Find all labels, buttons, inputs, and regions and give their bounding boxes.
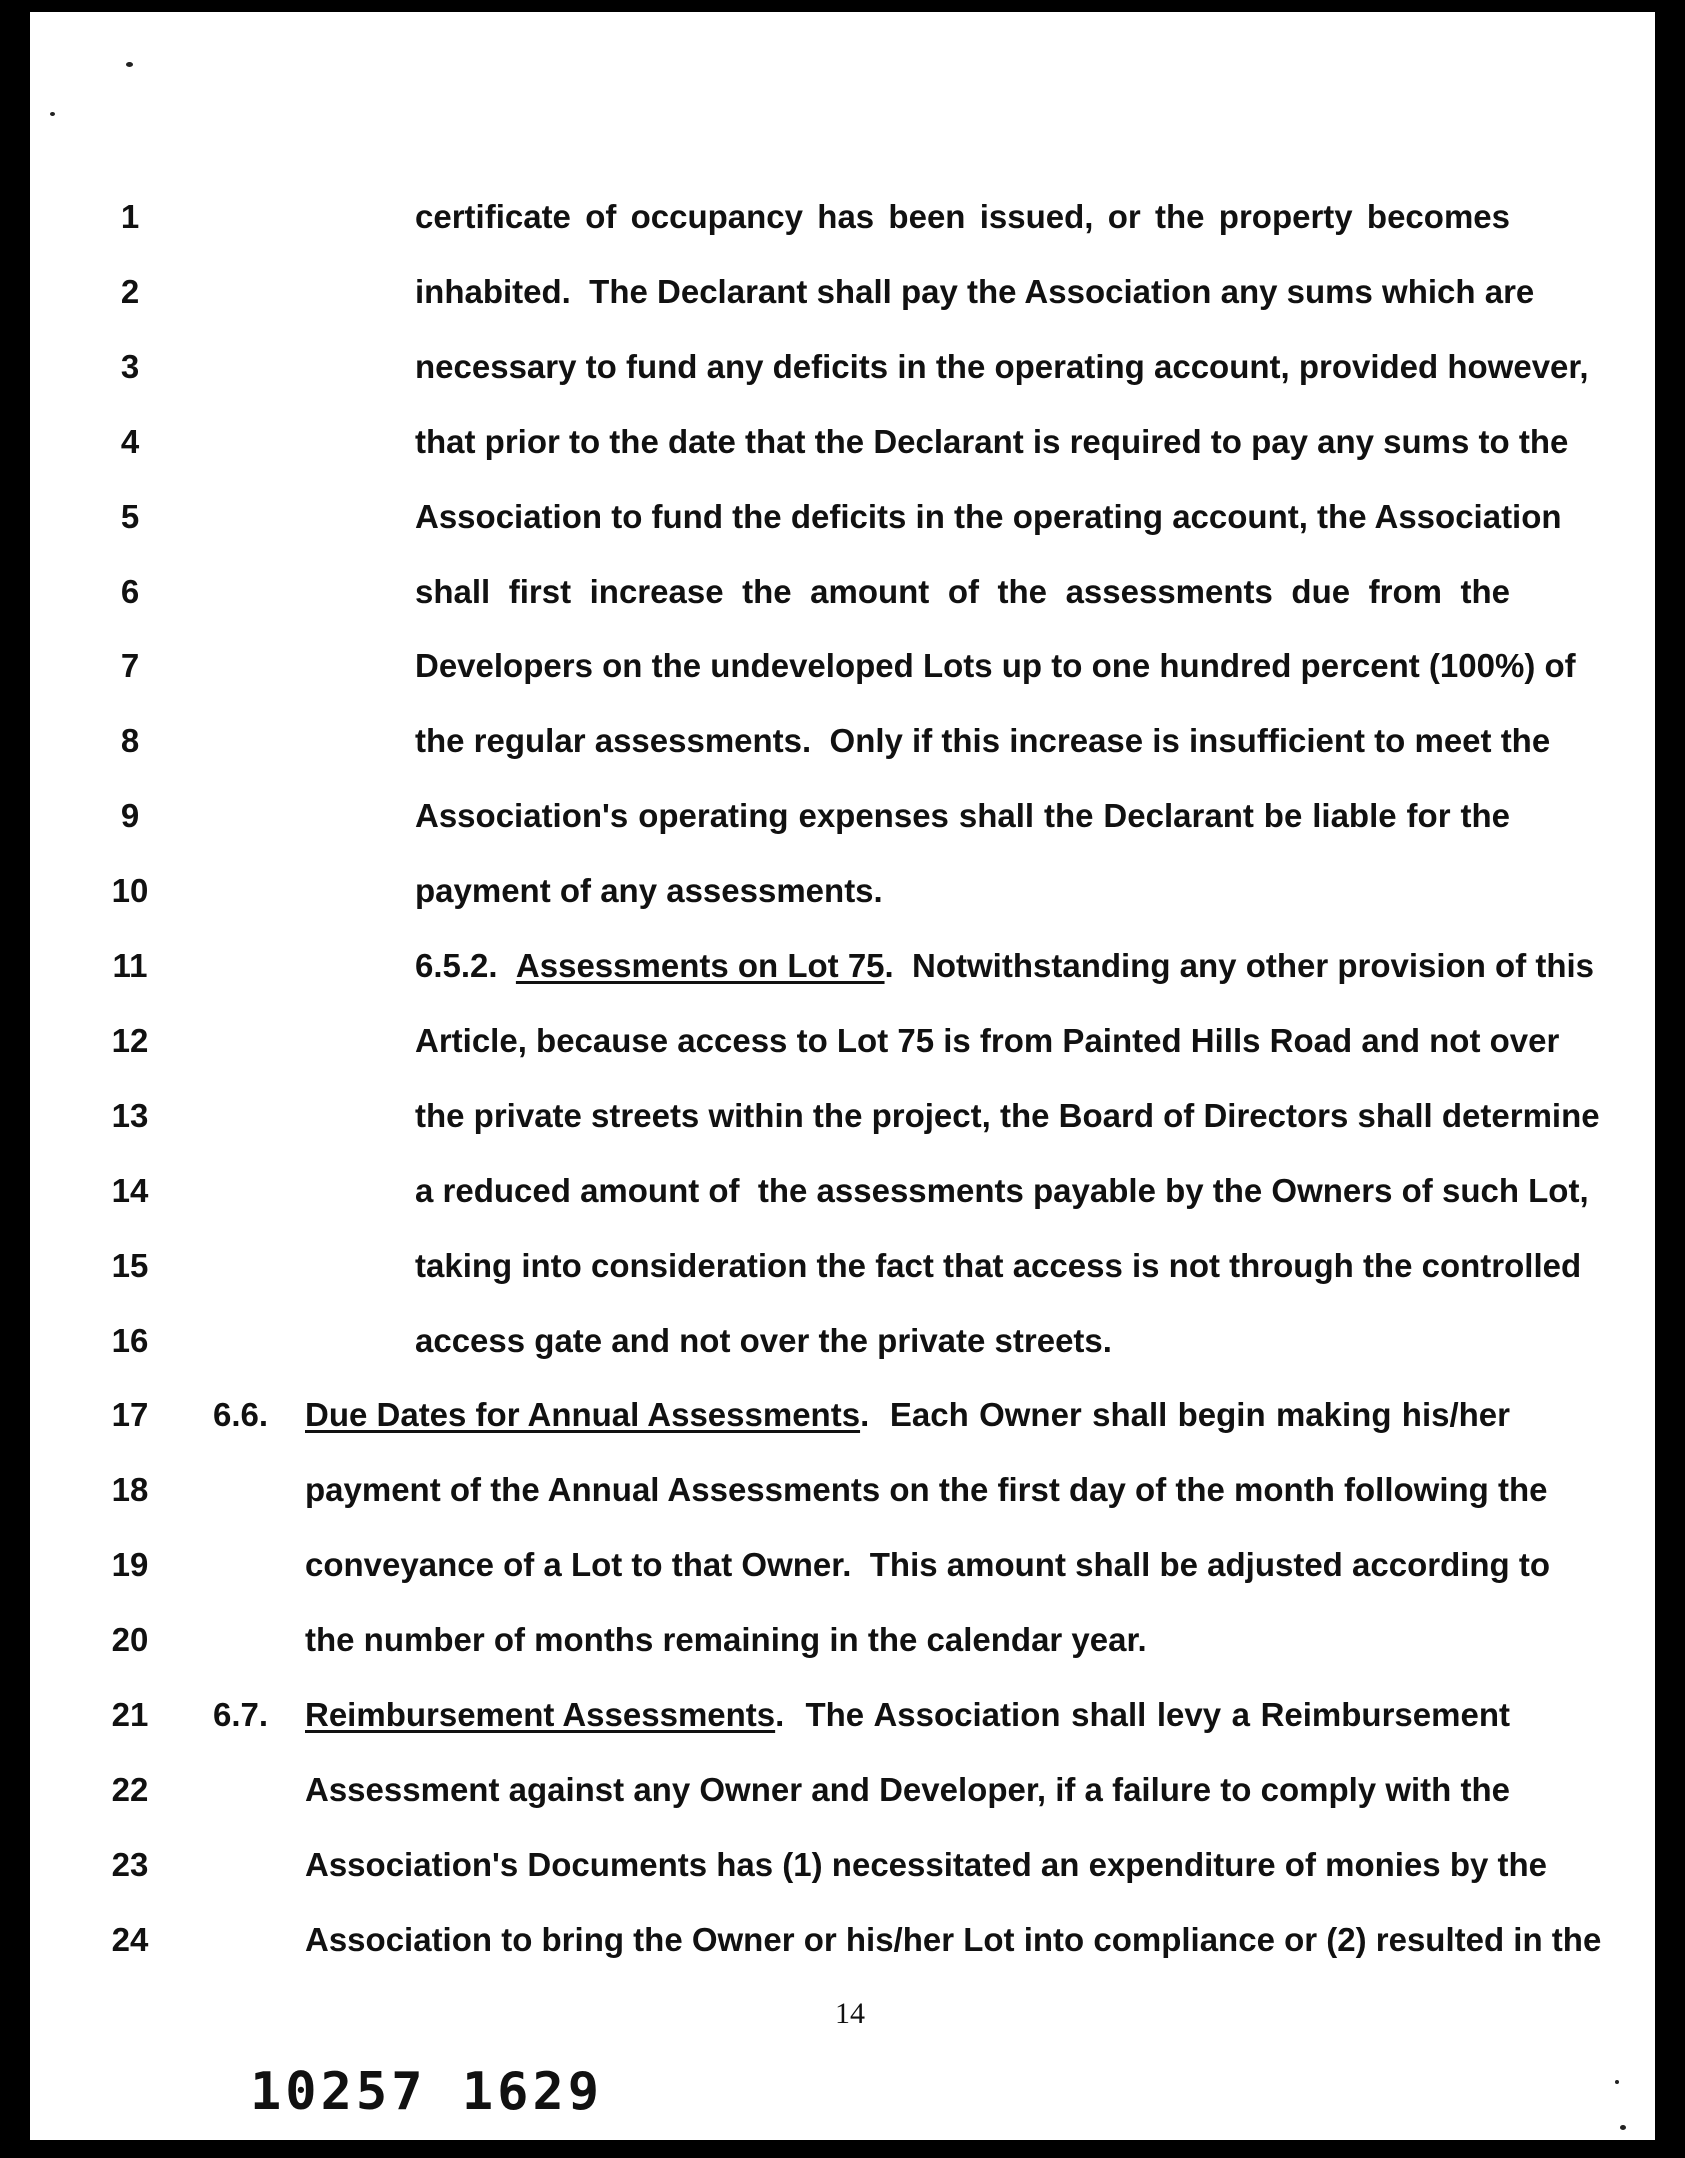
line-body: inhabited. The Declarant shall pay the Association any sums which are — [415, 273, 1535, 310]
line-body: taking into consideration the fact that access is not through the controlled — [415, 1247, 1582, 1284]
document-line — [30, 492, 1655, 542]
line-body: . The Association shall levy a Reimbursement — [775, 1696, 1510, 1733]
line-body: Association to fund the deficits in the operating account, the Association — [415, 498, 1562, 535]
line-number: 6 — [120, 573, 140, 610]
line-text — [415, 1316, 1510, 1366]
line-text — [415, 866, 1510, 916]
document-line — [30, 1166, 1655, 1216]
line-number: 12 — [111, 1022, 149, 1059]
line-number: 17 — [111, 1396, 149, 1433]
line-number: 7 — [120, 647, 140, 684]
line-text — [415, 716, 1551, 766]
line-body: payment of the Annual Assessments on the first day of the month following the — [305, 1471, 1548, 1508]
line-body: necessary to fund any deficits in the operating account, provided however, — [415, 348, 1589, 385]
line-number: 15 — [111, 1247, 149, 1284]
document-line — [30, 1915, 1655, 1965]
document-line — [30, 417, 1655, 467]
document-line — [30, 1465, 1655, 1515]
line-body: that prior to the date that the Declarant is required to pay any sums to the — [415, 423, 1569, 460]
line-number: 4 — [120, 423, 140, 460]
line-text — [305, 1765, 1510, 1815]
document-line — [30, 1690, 1655, 1740]
line-body: certificate of occupancy has been issued, or the property becomes — [415, 198, 1510, 235]
line-body: Assessment against any Owner and Developer, if a failure to comply with the — [305, 1771, 1510, 1808]
line-text — [415, 267, 1535, 317]
document-line — [30, 342, 1655, 392]
document-line — [30, 1091, 1655, 1141]
line-text — [305, 1465, 1548, 1515]
line-number: 23 — [111, 1846, 149, 1883]
line-text — [305, 1840, 1547, 1890]
line-number: 20 — [111, 1621, 149, 1658]
line-body: the regular assessments. Only if this increase is insufficient to meet the — [415, 722, 1551, 759]
line-number: 1 — [120, 198, 140, 235]
line-body: shall first increase the amount of the assessments due from the — [415, 573, 1510, 610]
line-body: . Each Owner shall begin making his/her — [860, 1396, 1510, 1433]
line-text — [415, 641, 1576, 691]
document-line — [30, 791, 1655, 841]
line-number: 18 — [111, 1471, 149, 1508]
line-text — [415, 941, 1595, 991]
line-body: Article, because access to Lot 75 is from Painted Hills Road and not over — [415, 1022, 1560, 1059]
line-text — [415, 1241, 1582, 1291]
document-line — [30, 1615, 1655, 1665]
page-number: 14 — [835, 1997, 865, 2030]
scan-speck — [1620, 2125, 1626, 2130]
document-line — [30, 716, 1655, 766]
line-body: a reduced amount of the assessments payable by the Owners of such Lot, — [415, 1172, 1589, 1209]
line-text — [415, 791, 1510, 841]
line-number: 22 — [111, 1771, 149, 1808]
line-number: 3 — [120, 348, 140, 385]
section-number: 6.7. — [213, 1696, 269, 1733]
line-number: 16 — [111, 1322, 149, 1359]
line-body: . Notwithstanding any other provision of this — [884, 947, 1595, 984]
line-number: 14 — [111, 1172, 149, 1209]
line-number: 2 — [120, 273, 140, 310]
document-page — [30, 12, 1655, 2140]
line-text — [415, 1091, 1600, 1141]
line-text — [415, 1016, 1560, 1066]
document-line — [30, 866, 1655, 916]
line-body: the private streets within the project, the Board of Directors shall determine — [415, 1097, 1600, 1134]
document-line — [30, 641, 1655, 691]
scan-speck — [1615, 2080, 1619, 2084]
line-body: payment of any assessments. — [415, 872, 883, 909]
line-number: 5 — [120, 498, 140, 535]
line-number: 9 — [120, 797, 140, 834]
scan-speck — [126, 62, 133, 67]
section-heading: Reimbursement Assessments — [305, 1696, 776, 1733]
line-body: Developers on the undeveloped Lots up to one hundred percent (100%) of — [415, 647, 1576, 684]
section-heading: Due Dates for Annual Assessments — [305, 1396, 861, 1433]
document-line — [30, 267, 1655, 317]
line-text — [415, 192, 1510, 242]
scan-speck — [50, 112, 55, 116]
line-number: 19 — [111, 1546, 149, 1583]
line-number: 21 — [111, 1696, 149, 1733]
line-text — [305, 1915, 1602, 1965]
document-line — [30, 567, 1655, 617]
document-line — [30, 1316, 1655, 1366]
section-heading: Assessments on Lot 75 — [515, 947, 885, 984]
document-line — [30, 1390, 1655, 1440]
subsection-number: 6.5.2. — [415, 947, 516, 984]
document-line — [30, 1840, 1655, 1890]
line-body: Association to bring the Owner or his/her Lot into compliance or (2) resulted in the — [305, 1921, 1602, 1958]
document-line — [30, 941, 1655, 991]
line-body: conveyance of a Lot to that Owner. This amount shall be adjusted according to — [305, 1546, 1551, 1583]
line-number: 24 — [111, 1921, 149, 1958]
line-number: 10 — [111, 872, 149, 909]
line-text — [305, 1540, 1551, 1590]
document-line — [30, 1540, 1655, 1590]
line-number: 8 — [120, 722, 140, 759]
line-text — [305, 1615, 1510, 1665]
line-body: Association's Documents has (1) necessitated an expenditure of monies by the — [305, 1846, 1547, 1883]
section-number: 6.6. — [213, 1396, 269, 1433]
line-text — [305, 1690, 1510, 1740]
line-text — [415, 492, 1562, 542]
document-line — [30, 1241, 1655, 1291]
line-text — [305, 1390, 1510, 1440]
line-text — [415, 417, 1569, 467]
line-text — [415, 342, 1589, 392]
line-body: the number of months remaining in the calendar year. — [305, 1621, 1147, 1658]
line-number: 13 — [111, 1097, 149, 1134]
line-text — [415, 1166, 1589, 1216]
document-line — [30, 1765, 1655, 1815]
line-text — [415, 567, 1510, 617]
line-body: access gate and not over the private streets. — [415, 1322, 1112, 1359]
recording-stamp: 10257 1629 — [250, 2062, 604, 2122]
line-number: 11 — [112, 947, 148, 984]
document-line — [30, 192, 1655, 242]
document-line — [30, 1016, 1655, 1066]
line-body: Association's operating expenses shall the Declarant be liable for the — [415, 797, 1510, 834]
